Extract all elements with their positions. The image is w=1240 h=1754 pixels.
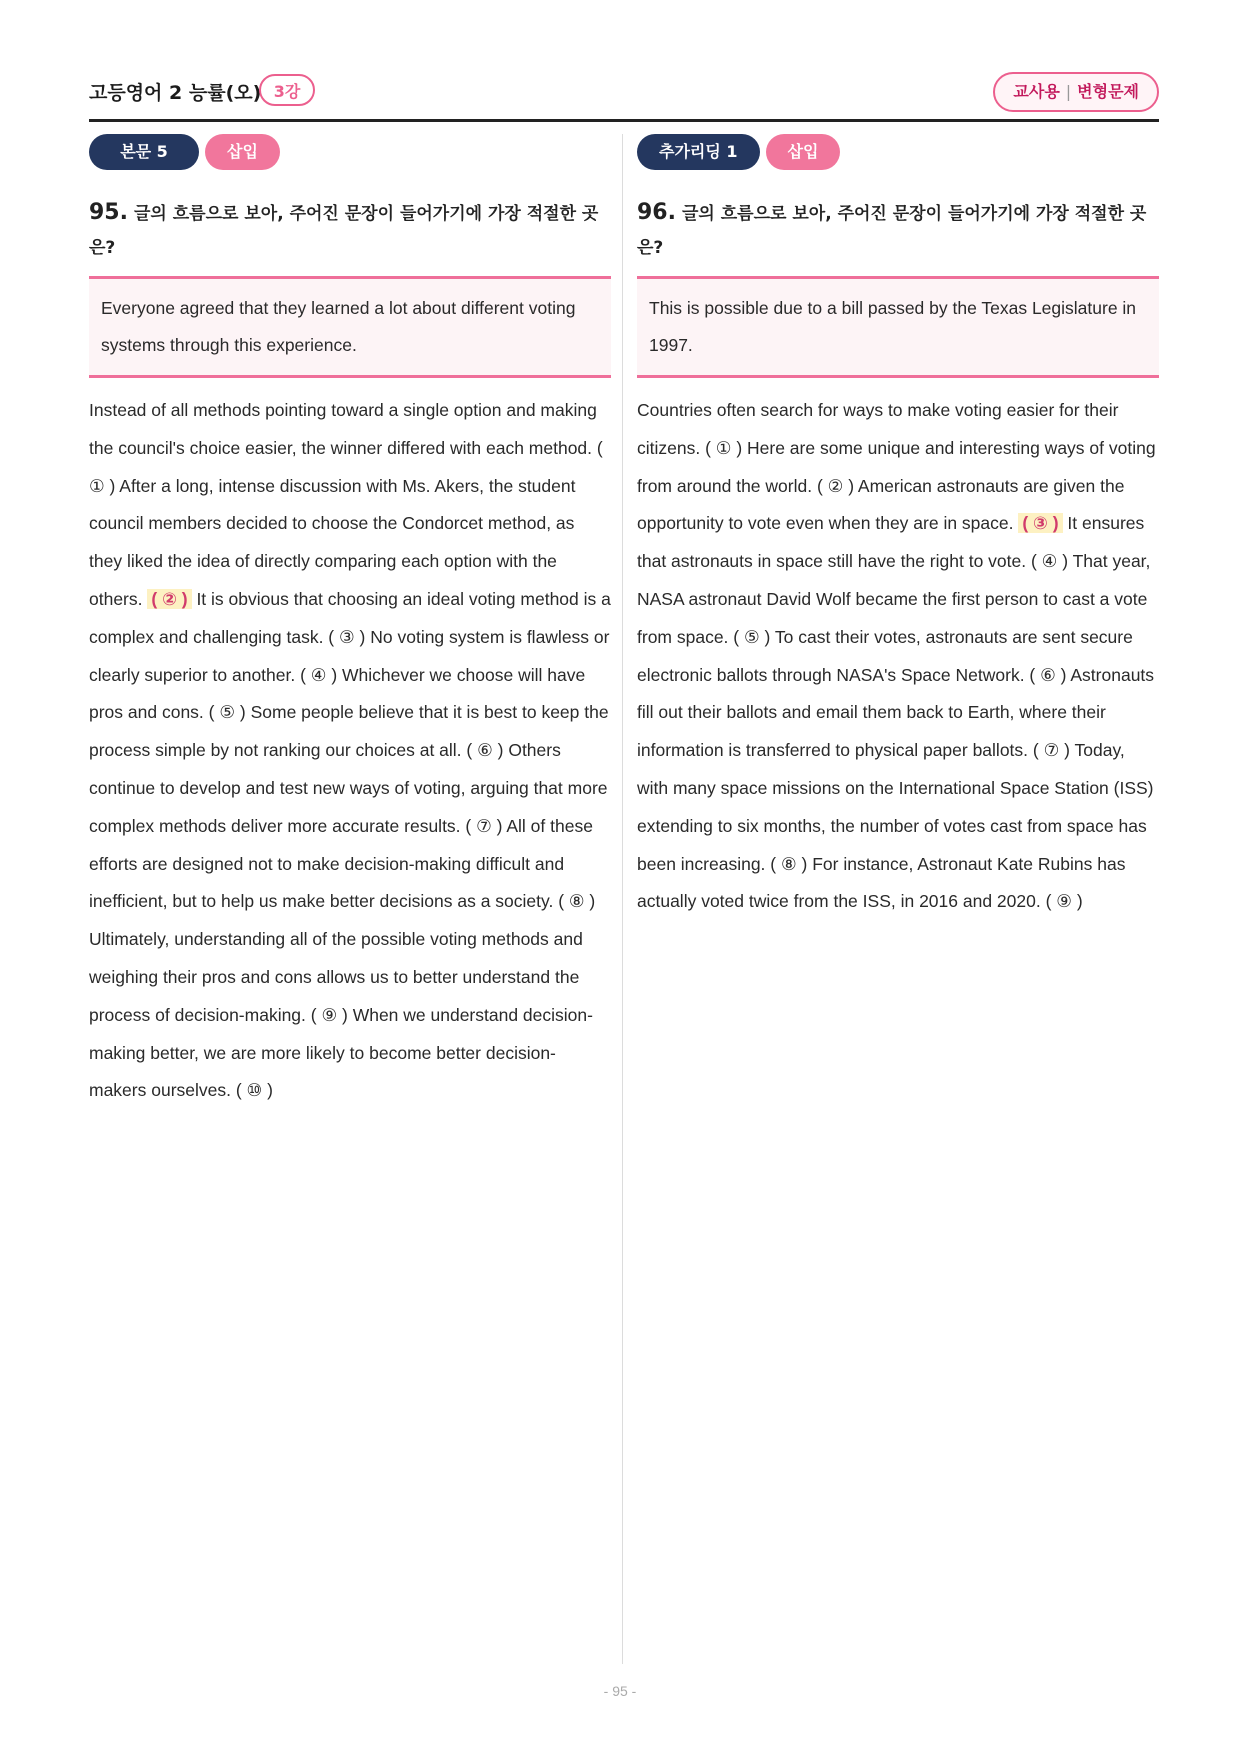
given-sentence: This is possible due to a bill passed by the Texas Legislature in 1997. [649,298,1137,355]
question-text: 글의 흐름으로 보아, 주어진 문장이 들어가기에 가장 적절한 곳은? [89,204,599,258]
lesson-badge: 3강 [259,74,315,106]
answer-marker: ( ③ ) [1018,513,1062,533]
question-95 [89,196,611,265]
section-pill: 본문 5 [89,134,199,170]
question-text: 글의 흐름으로 보아, 주어진 문장이 들어가기에 가장 적절한 곳은? [637,204,1147,258]
edition-badge [993,72,1159,112]
section-pill: 추가리딩 1 [637,134,760,170]
right-column [637,134,1159,921]
passage-after: It ensures that astronauts in space still have the right to vote. ( ④ ) That year, NASA astronaut David Wolf became the first person to cast a vote from space. ( ⑤ ) To cast their votes, astronauts are sent secure electronic ballots through NASA's Space Network. ( ⑥ ) Astronauts fill out their ballots and email them back to Earth, where their information is transferred to physical paper ballots. ( ⑦ ) Today, with many space missions on the International Space Station (ISS) extending to six months, the number of votes cast from space has been increasing. ( ⑧ ) For instance, Astronaut Kate Rubins has actually voted twice from the ISS, in 2016 and 2020. ( ⑨ ) [637,513,1155,912]
passage-before: Countries often search for ways to make voting easier for their citizens. ( ① ) Here are some unique and interesting ways of voting from around the world. ( ② ) American astronauts are given the opportunity to vote even when they are in space. [637,400,1156,534]
question-number: 95. [89,200,128,225]
given-sentence-box [637,276,1159,378]
left-pills [89,134,611,170]
given-sentence-box [89,276,611,378]
passage [637,392,1159,921]
right-pills [637,134,1159,170]
passage-after: It is obvious that choosing an ideal voting method is a complex and challenging task. ( ③ ) No voting system is flawless or clearly superior to another. ( ④ ) Whichever we choose will have pros and cons. ( ⑤ ) Some people believe that it is best to keep the process simple by not ranking our choices at all. ( ⑥ ) Others continue to develop and test new ways of voting, arguing that more complex methods deliver more accurate results. ( ⑦ ) All of these efforts are designed not to make decision-making difficult and inefficient, but to help us make better decisions as a society. ( ⑧ ) Ultimately, understanding all of the possible voting methods and weighing their pros and cons allows us to better understand the process of decision-making. ( ⑨ ) When we understand decision-making better, we are more likely to become better decision-makers ourselves. ( ⑩ ) [89,588,611,1101]
book-title: 고등영어 2 능률(오) [89,82,262,104]
header-rule [89,119,1159,122]
page-number: - 95 - [603,1683,637,1699]
badge-separator: | [1065,82,1072,101]
question-number: 96. [637,200,676,225]
page-header [89,72,1159,114]
audience-label: 교사용 [1013,82,1060,101]
question-96 [637,196,1159,265]
type-pill: 삽입 [766,134,841,170]
column-divider [622,134,623,1664]
passage [89,392,611,1110]
answer-marker: ( ② ) [147,589,191,609]
left-column [89,134,611,1110]
question-type-label: 변형문제 [1077,82,1139,101]
given-sentence: Everyone agreed that they learned a lot about different voting systems through this experience. [101,298,576,355]
passage-before: Instead of all methods pointing toward a single option and making the council's choice easier, the winner differed with each method. ( ① ) After a long, intense discussion with Ms. Akers, the student council members decided to choose the Condorcet method, as they liked the idea of directly comparing each option with the others. [89,400,603,609]
type-pill: 삽입 [205,134,280,170]
